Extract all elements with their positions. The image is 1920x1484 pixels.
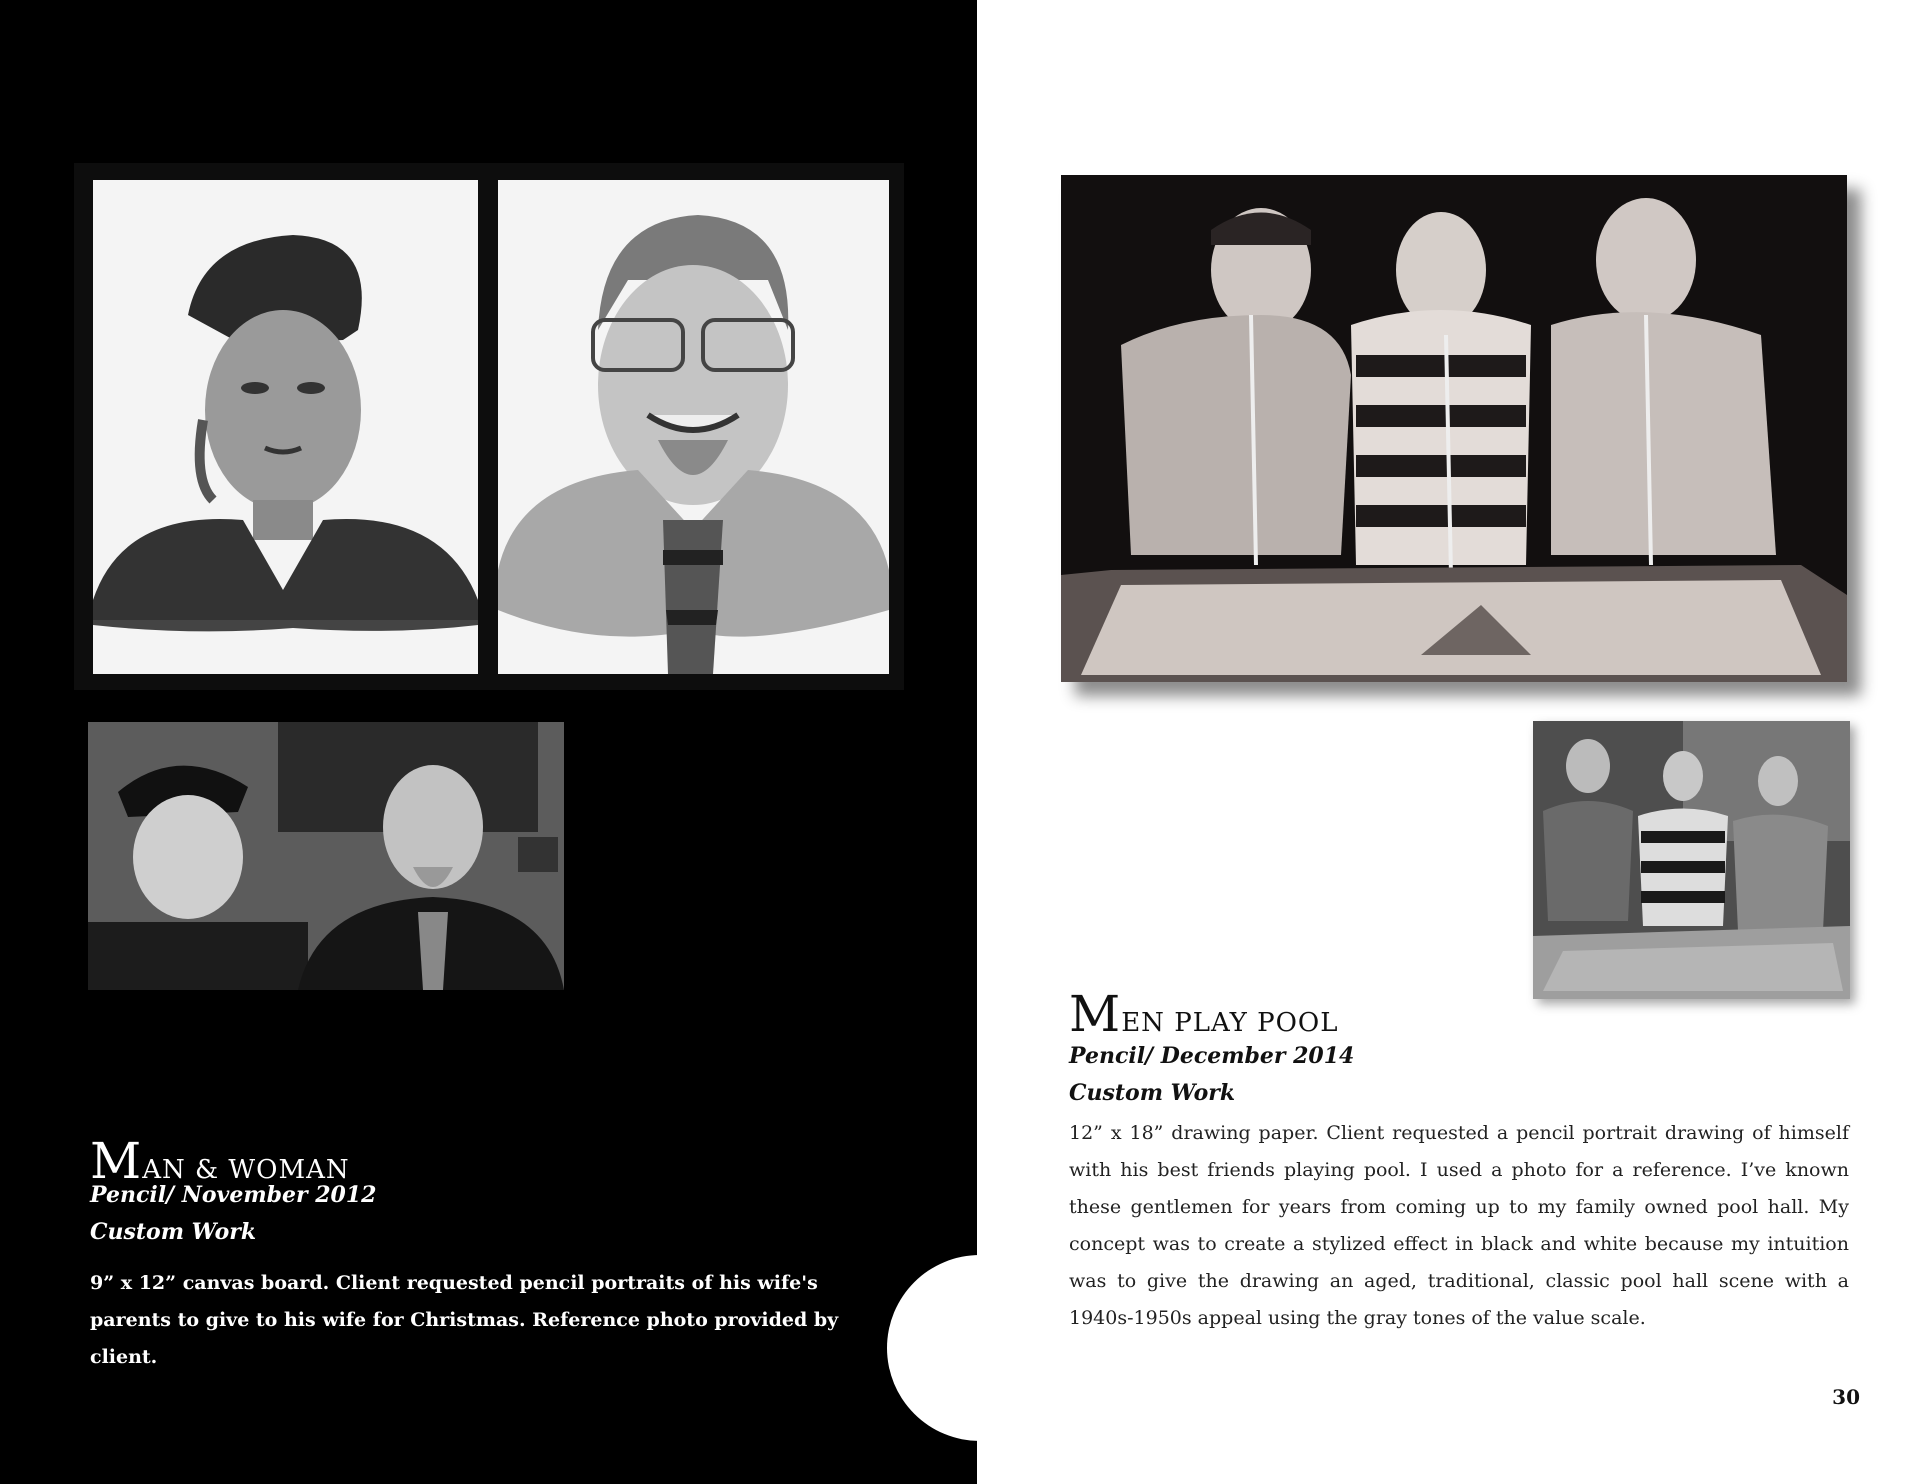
- title-initial: M: [90, 1132, 143, 1190]
- reference-photo-couple: [88, 722, 564, 990]
- category-label: Custom Work: [1069, 1080, 1236, 1106]
- artwork-description: 9” x 12” canvas board. Client requested pencil portraits of his wife's parents to give to his wife for Christmas. Reference photo provided by client.: [90, 1272, 839, 1368]
- medium-date: Pencil/ November 2012: [90, 1182, 377, 1208]
- page-number: 30: [1832, 1385, 1860, 1409]
- artwork-title-men-play-pool: [1069, 985, 1339, 1043]
- portrait-sketch-panel: [74, 163, 904, 690]
- title-rest: EN PLAY POOL: [1121, 1008, 1339, 1038]
- men-play-pool-drawing: [1061, 175, 1847, 682]
- reference-photo-pool-players: [1533, 721, 1850, 999]
- category-label: Custom Work: [90, 1219, 257, 1245]
- artwork-description: 12” x 18” drawing paper. Client requested a pencil portrait drawing of himself with his best friends playing pool. I used a photo for a reference. I’ve known these gentlemen for years from coming up to my family owned pool hall. My concept was to create a stylized effect in black and white because my intuition was to give the drawing an aged, traditional, classic pool hall scene with a 1940s-1950s appeal using the gray tones of the value scale.: [1069, 1122, 1849, 1329]
- medium-date: Pencil/ December 2014: [1069, 1043, 1355, 1069]
- title-initial: M: [1069, 985, 1122, 1043]
- man-pencil-portrait: [498, 180, 889, 674]
- title-rest: AN & WOMAN: [142, 1155, 350, 1185]
- page-notch-decoration: [887, 1255, 1073, 1441]
- woman-pencil-portrait: [93, 180, 478, 674]
